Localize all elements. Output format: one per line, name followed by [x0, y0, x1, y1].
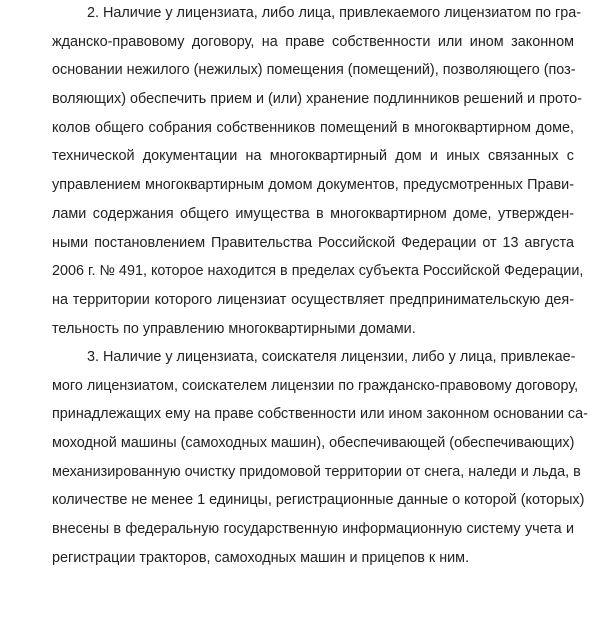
paragraph-item-2 — [52, 0, 584, 343]
text-line: колов общего собрания собственников помещений в многоквартирном доме, — [52, 119, 574, 136]
text-line: на территории которого лицензиат осуществляет предпринимательскую дея- — [52, 291, 574, 308]
text-line: внесены в федеральную государственную информационную систему учета и — [52, 521, 574, 538]
paragraph-item-3 — [52, 343, 588, 573]
text-line: технической документации на многоквартирный дом и иных связанных с — [52, 148, 574, 165]
text-line: жданско-правовому договору, на праве собственности или ином законном — [52, 33, 574, 50]
text-line: регистрации тракторов, самоходных машин и прицепов к ним. — [52, 549, 470, 566]
text-line: основании нежилого (нежилых) помещения (помещений), позволяющего (поз- — [52, 62, 576, 79]
text-line: тельность по управлению многоквартирными домами. — [52, 320, 416, 337]
text-line: управлением многоквартирным домом документов, предусмотренных Прави- — [52, 177, 574, 194]
text-line: механизированную очистку придомовой территории от снега, наледи и льда, в — [52, 463, 581, 480]
text-line: принадлежащих ему на праве собственности или ином законном основании са- — [52, 406, 588, 423]
text-line: мого лицензиатом, соискателем лицензии по гражданско-правовому договору, — [52, 377, 579, 394]
text-line: лами содержания общего имущества в многоквартирном доме, утвержден- — [52, 205, 574, 222]
text-line: 2. Наличие у лицензиата, либо лица, привлекаемого лицензиатом по гра- — [87, 5, 582, 21]
text-line: моходной машины (самоходных машин), обеспечивающей (обеспечивающих) — [52, 435, 575, 452]
text-line: ными постановлением Правительства Российской Федерации от 13 августа — [52, 234, 574, 251]
text-line: 2006 г. № 491, которое находится в пределах субъекта Российской Федерации, — [52, 263, 584, 280]
text-line: 3. Наличие у лицензиата, соискателя лицензии, либо у лица, привлекае- — [87, 349, 576, 365]
text-line: воляющих) обеспечить прием и (или) хранение подлинников решений и прото- — [52, 91, 582, 108]
text-line: количестве не менее 1 единицы, регистрационные данные о которой (которых) — [52, 492, 585, 509]
